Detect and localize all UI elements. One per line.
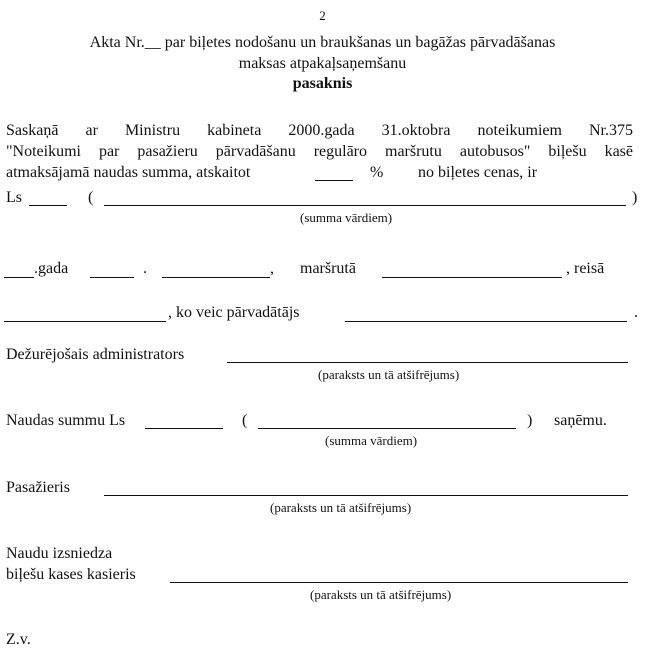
receipt-caption: (summa vārdiem) [325, 433, 418, 448]
route-field[interactable] [382, 277, 562, 278]
received-label: saņēmu. [554, 412, 607, 429]
paragraph-line3-start: atmaksājamā naudas summa, atskaitot [6, 164, 251, 181]
page-number: 2 [319, 8, 326, 23]
receipt-amount-words-field[interactable] [258, 428, 516, 429]
amount-ls-field[interactable] [29, 205, 67, 206]
amount-in-words-field[interactable] [104, 205, 626, 206]
document-title-line2: maksas atpakaļsaņemšanu [238, 55, 407, 72]
open-paren: ( [88, 189, 94, 206]
administrator-label: Dežurējošais administrators [6, 346, 185, 363]
close-paren: ) [632, 189, 638, 206]
document-subtitle: pasaknis [292, 75, 353, 92]
operator-end-dot: . [634, 304, 638, 321]
cashier-caption: (paraksts un tā atšifrējums) [310, 587, 452, 602]
amount-caption: (summa vārdiem) [300, 210, 393, 225]
stamp-place-label: Z.v. [6, 631, 31, 648]
receipt-amount-field[interactable] [145, 428, 223, 429]
operator-field[interactable] [345, 321, 627, 322]
route-label: maršrutā [300, 260, 356, 277]
date-dot: . [143, 260, 147, 277]
cashier-label-line2: biļešu kases kasieris [6, 566, 136, 583]
receipt-close-paren: ) [527, 412, 533, 429]
administrator-caption: (paraksts un tā atšifrējums) [318, 367, 460, 382]
operator-label: , ko veic pārvadātājs [168, 304, 300, 321]
receipt-open-paren: ( [242, 412, 248, 429]
cashier-label-line1: Naudu izsniedza [6, 545, 113, 562]
trip-label: , reisā [566, 260, 605, 277]
administrator-signature-field[interactable] [227, 362, 628, 363]
date-comma: , [270, 260, 274, 277]
trip-number-field[interactable] [4, 321, 166, 322]
document-title-line1: Akta Nr.__ par biļetes nodošanu un braukšanas un bagāžas pārvadāšanas [89, 34, 556, 51]
paragraph-line2: "Noteikumi par pasažieru pārvadāšanu regulāro maršrutu autobusos" biļešu kasē [6, 143, 633, 160]
year-label: .gada [34, 260, 69, 277]
percent-sign: % [370, 164, 384, 181]
paragraph-line3-end: no biļetes cenas, ir [418, 164, 538, 181]
percent-deduction-field[interactable] [315, 180, 353, 181]
paragraph-line1: Saskaņā ar Ministru kabineta 2000.gada 31.oktobra noteikumiem Nr.375 [6, 122, 633, 139]
month-field[interactable] [162, 277, 270, 278]
cashier-signature-field[interactable] [170, 582, 628, 583]
year-field[interactable] [4, 277, 34, 278]
passenger-label: Pasažieris [6, 479, 70, 496]
passenger-signature-field[interactable] [104, 495, 628, 496]
passenger-caption: (paraksts un tā atšifrējums) [270, 500, 412, 515]
receipt-label: Naudas summu Ls [6, 412, 126, 429]
currency-label: Ls [6, 189, 22, 206]
day-field[interactable] [90, 277, 134, 278]
